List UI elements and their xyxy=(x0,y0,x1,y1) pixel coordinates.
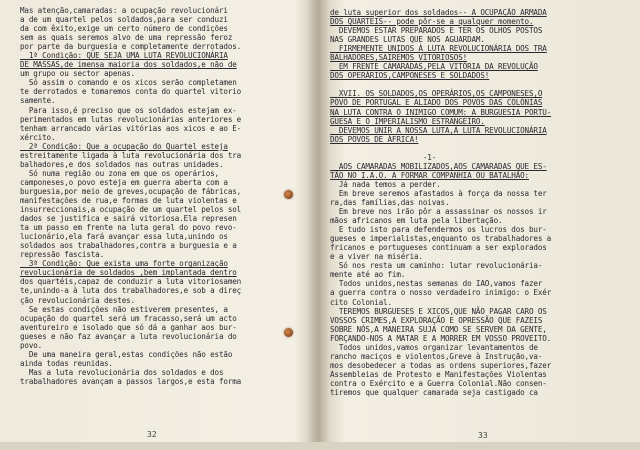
text-line: samente. xyxy=(20,96,56,106)
text-line: E tudo isto para defendermos os lucros dos bur- xyxy=(330,225,547,235)
text-line: gueses e não faz avançar a luta revolucionária do xyxy=(20,331,237,341)
text-line: manifestações de rua,e formas de luta violentas e xyxy=(20,195,237,205)
text-line: Assembleias de Protesto e Manifestações Violentas xyxy=(330,369,547,379)
text-line: DEVEMOS UNIR A NOSSA LUTA,À LUTA REVOLUCIONÁRIA xyxy=(330,125,547,135)
text-line: camponeses,o povo esteja em guerra aberta com a xyxy=(20,177,228,187)
text-line: Em breve seremos afastados à força da nossa ter xyxy=(330,188,547,198)
text-line: xército. xyxy=(20,132,56,142)
text-line xyxy=(330,80,630,89)
text-line: da com êxito,exige um certo número de condições xyxy=(20,24,228,34)
text-line: repressão fascista. xyxy=(20,250,105,260)
text-line: por parte da burguesia e completamente derrotados. xyxy=(20,42,242,52)
text-line: BALHADORES,SAIREMOS VITORIOSOS! xyxy=(330,53,468,63)
text-line: te derrotados e tomaremos conta do quartel vitorio xyxy=(20,87,242,97)
text-line: Todos unidos,vamos organizar levantamentos de xyxy=(330,342,538,352)
text-line: perimentados em lutas revolucionárias anteriores e xyxy=(20,114,242,124)
text-line: Já nada temos a perder. xyxy=(330,179,441,189)
text-line: Só assim o comando e os xicos serão completamen xyxy=(20,78,237,88)
text-line: ainda todas reunidas. xyxy=(20,358,113,368)
text-line: a de um quartel pelos soldados,para ser conduzi xyxy=(20,15,228,25)
text-line: DOS QUARTEIS-- pode pôr-se a qualquer momento. xyxy=(330,17,534,27)
text-line: balhadores,e dos soldados nas outras unidades. xyxy=(20,159,224,169)
text-line: Todos unidos,nestas semanas do IAO,vamos fazer xyxy=(330,279,543,289)
text-line: FIRMEMENTE UNIDOS À LUTA REVOLUCIONÁRIA DOS TRA xyxy=(330,44,547,54)
text-line: DOS OPERÁRIOS,CAMPONESES E SOLDADOS! xyxy=(330,71,490,81)
text-line: revolucionária de soldados ,bem implantada dentro xyxy=(20,268,237,278)
text-line: dados se justifica e sairá vitoriosa.Ela represen xyxy=(20,214,237,224)
text-line: De uma maneira geral,estas condições não estão xyxy=(20,349,233,359)
text-line: POVO DE PORTUGAL E ALIADO DOS POVOS DAS COLÓNIAS xyxy=(330,98,543,108)
text-line: um grupo ou sector apenas. xyxy=(20,69,135,79)
text-line: Se estas condições não estiverem presentes, a xyxy=(20,304,228,314)
staple-hole-bottom xyxy=(284,328,293,337)
text-line: mos desobedecer a todas as ordens superiores,fazer xyxy=(330,360,552,370)
text-line: rancho maciços e violentos,Greve à Instrução,va- xyxy=(330,351,543,361)
text-line: cito Colonial. xyxy=(330,297,392,307)
left-page-text xyxy=(20,6,312,448)
text-line: Só numa região ou zona em que os operários, xyxy=(20,168,219,178)
text-line: Para isso,é preciso que os soldados estejam ex- xyxy=(20,105,237,115)
staple-hole-top xyxy=(284,190,293,199)
text-line: SOBRE NÓS,A MANEIRA SUJA COMO SE SERVEM DA GENTE, xyxy=(330,324,547,334)
text-line: tenham arrancado várias vitórias aos xicos e ao E- xyxy=(20,123,242,133)
text-line: AOS CAMARADAS MOBILIZADOS,AOS CAMARADAS QUE ES- xyxy=(330,161,547,171)
text-line: Mas atenção,camaradas: a ocupação revolucionári xyxy=(20,6,228,15)
text-line: ta um passo em frente na luta geral do povo revo- xyxy=(20,223,237,233)
text-line: a guerra contra o nosso verdadeiro inimigo: o Exér xyxy=(330,288,552,298)
text-line: povo. xyxy=(20,340,43,350)
text-line: Só nos resta um caminho: lutar revolucionária- xyxy=(330,261,543,271)
text-line: estreitamente ligada à luta revolucionária dos tra xyxy=(20,150,242,160)
text-line: Em breve nos irão pôr a assassinar os nossos ir xyxy=(330,207,547,217)
text-line: sem as quais seremos alvo de uma repressão feroz xyxy=(20,33,233,43)
text-line: te,unindo-a à luta dos trabalhadores,e sob a direç xyxy=(20,286,242,296)
right-page-number: 33 xyxy=(478,431,488,440)
text-line: XVII. OS SOLDADOS,OS OPERÁRIOS,OS CAMPONESES,O xyxy=(330,89,543,99)
text-line: ocupação do quartel será um fracasso,será um acto xyxy=(20,313,237,323)
text-line: -1- xyxy=(330,152,437,162)
text-line: GUESA E O IMPERIALISMO ESTRANGEIRO. xyxy=(330,116,485,126)
text-line: DOS POVOS DE ÁFRICA! xyxy=(330,134,419,144)
text-line: mãos africanos em luta pela libertação. xyxy=(330,216,503,226)
text-line: soldados aos trabalhadores,contra a burguesia e a xyxy=(20,241,237,251)
text-line: DEVEMOS ESTAR PREPARADOS E TER OS OLHOS POSTOS xyxy=(330,26,543,36)
text-line: TÃO NO I.A.O. A FORMAR COMPANHIA OU BATALHÃO: xyxy=(330,170,529,180)
text-line: ra,das famílias,das noivas. xyxy=(330,197,450,207)
text-line: mente até ao fim. xyxy=(330,270,406,280)
text-line: 2ª Condição: Que a ocupação do Quartel esteja xyxy=(20,141,228,151)
text-line xyxy=(330,144,630,153)
text-line: Mas a luta revolucionária dos soldados e dos xyxy=(20,367,224,377)
text-line: NA LUTA CONTRA O INIMIGO COMUM: A BURGUESIA PORTU- xyxy=(330,107,552,117)
text-line: lucionário,ela fará avançar essa luta,unindo os xyxy=(20,232,228,242)
text-line: aventureiro e isolado que só dá a ganhar aos bur- xyxy=(20,322,237,332)
text-line: NAS GRANDES LUTAS QUE NOS AGUARDAM. xyxy=(330,35,485,45)
text-line: tiremos que qualquer camarada seja castigado ca xyxy=(330,387,538,397)
text-line: contra o Exército e a Guerra Colonial.Não consen- xyxy=(330,378,547,388)
text-line: EM FRENTE CAMARADAS,PELA VITÓRIA DA REVOLUÇÃO xyxy=(330,62,538,72)
text-line: FORÇANDO-NOS A MATAR E A MORRER EM VOSSO PROVEITO. xyxy=(330,333,552,343)
text-line: gueses e imperialistas,enquanto os trabalhadores a xyxy=(330,234,552,244)
text-line: insurreccionais,a ocupação de um quartel pelos sol xyxy=(20,205,242,215)
text-line: de luta superior dos soldados-- A OCUPAÇÃO ARMADA xyxy=(330,8,547,17)
text-line: DE MASSAS,de imensa maioria dos soldados,e não de xyxy=(20,60,237,70)
text-line: trabalhadores avançam a passos largos,e esta forma xyxy=(20,376,242,386)
text-line: burguesia,por meio de greves,ocupação de fábricas, xyxy=(20,186,242,196)
right-page-text xyxy=(330,8,630,450)
text-line: TEREMOS BURGUESES E XICOS,QUE NÃO PAGAR CARO OS xyxy=(330,306,547,316)
text-line: 1ª Condição: QUE SEJA UMA LUTA REVOLUCIONÁRIA xyxy=(20,51,228,61)
text-line: VOSSOS CRIMES,A EXPLORAÇÃO E OPRESSÃO QUE FAZEIS xyxy=(330,315,543,325)
text-line: dos quartéis,capaz de conduzir a luta vitoriosamen xyxy=(20,277,242,287)
left-page-number: 32 xyxy=(147,430,157,439)
text-line: ção revolucionária destes. xyxy=(20,295,135,305)
text-line: fricanos e portugueses continuam a ser explorados xyxy=(330,243,547,253)
text-line: 3ª Condição: Que exista uma forte organização xyxy=(20,259,228,269)
text-line: e a viver na miséria. xyxy=(330,252,423,262)
